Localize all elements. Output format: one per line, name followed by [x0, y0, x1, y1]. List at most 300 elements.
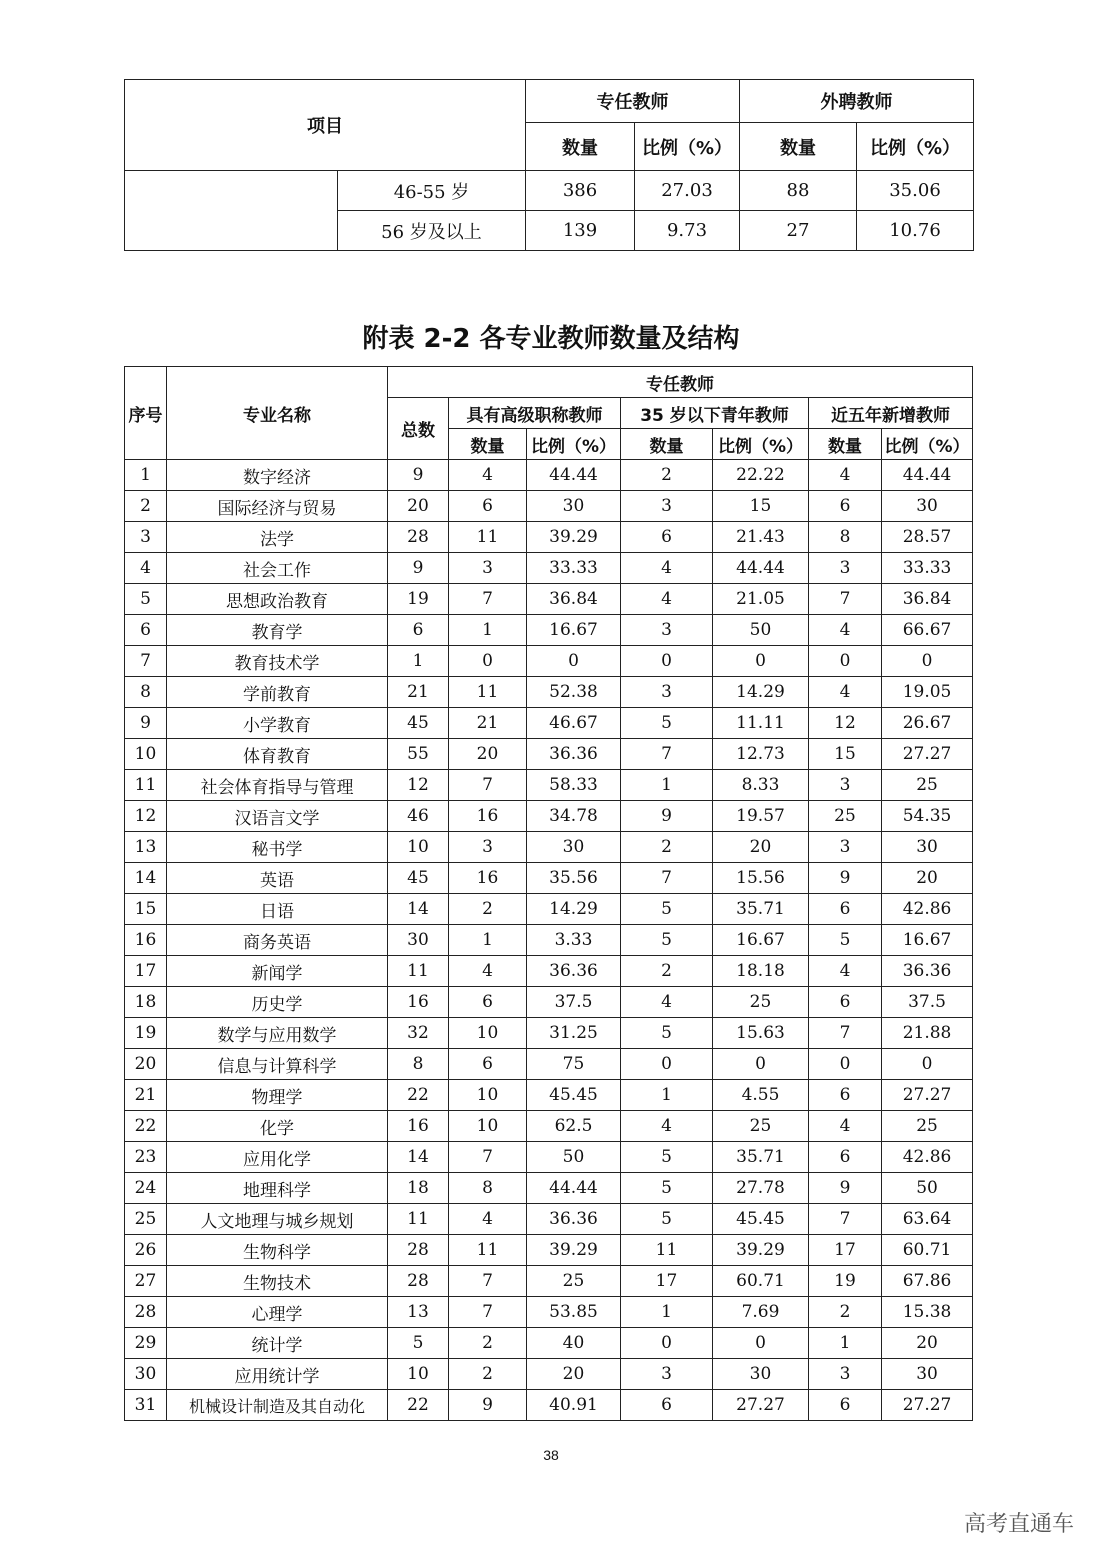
- seq-cell: 10: [125, 739, 167, 770]
- table-row: [125, 553, 973, 584]
- senior-count-cell: 4: [449, 1204, 527, 1235]
- senior-count-cell: 7: [449, 1297, 527, 1328]
- senior-ratio-cell: 30: [527, 832, 621, 863]
- total-cell: 6: [388, 615, 449, 646]
- young-ratio-cell: 60.71: [713, 1266, 809, 1297]
- header-count: 数量: [621, 429, 713, 460]
- new-ratio-cell: 19.05: [882, 677, 973, 708]
- senior-ratio-cell: 3.33: [527, 925, 621, 956]
- new-ratio-cell: 66.67: [882, 615, 973, 646]
- new-count-cell: 6: [809, 491, 882, 522]
- major-cell: 应用化学: [167, 1142, 388, 1173]
- table-row: [125, 1390, 973, 1421]
- total-cell: 28: [388, 1235, 449, 1266]
- young-ratio-cell: 12.73: [713, 739, 809, 770]
- header-fulltime: 专任教师: [388, 367, 973, 398]
- total-cell: 19: [388, 584, 449, 615]
- senior-ratio-cell: 35.56: [527, 863, 621, 894]
- new-count-cell: 7: [809, 584, 882, 615]
- new-ratio-cell: 28.57: [882, 522, 973, 553]
- senior-ratio-cell: 75: [527, 1049, 621, 1080]
- new-count-cell: 4: [809, 1111, 882, 1142]
- major-cell: 心理学: [167, 1297, 388, 1328]
- senior-count-cell: 2: [449, 1328, 527, 1359]
- page-number: 38: [543, 1447, 559, 1463]
- young-count-cell: 2: [621, 460, 713, 491]
- major-cell: 物理学: [167, 1080, 388, 1111]
- seq-cell: 12: [125, 801, 167, 832]
- seq-cell: 14: [125, 863, 167, 894]
- senior-count-cell: 4: [449, 956, 527, 987]
- seq-cell: 9: [125, 708, 167, 739]
- young-ratio-cell: 0: [713, 1328, 809, 1359]
- young-count-cell: 4: [621, 1111, 713, 1142]
- new-count-cell: 1: [809, 1328, 882, 1359]
- young-count-cell: 9: [621, 801, 713, 832]
- total-cell: 16: [388, 987, 449, 1018]
- senior-ratio-cell: 20: [527, 1359, 621, 1390]
- senior-ratio-cell: 0: [527, 646, 621, 677]
- new-ratio-cell: 36.36: [882, 956, 973, 987]
- table-row: [125, 1173, 973, 1204]
- senior-count-cell: 16: [449, 801, 527, 832]
- new-count-cell: 0: [809, 646, 882, 677]
- total-cell: 11: [388, 956, 449, 987]
- table-row: [125, 1080, 973, 1111]
- young-ratio-cell: 50: [713, 615, 809, 646]
- total-cell: 45: [388, 863, 449, 894]
- senior-count-cell: 3: [449, 832, 527, 863]
- seq-cell: 6: [125, 615, 167, 646]
- new-ratio-cell: 25: [882, 770, 973, 801]
- new-ratio-cell: 44.44: [882, 460, 973, 491]
- new-ratio-cell: 67.86: [882, 1266, 973, 1297]
- table-row: [125, 1266, 973, 1297]
- table-row: [125, 708, 973, 739]
- senior-count-cell: 6: [449, 491, 527, 522]
- senior-count-cell: 7: [449, 1142, 527, 1173]
- table-row: [125, 863, 973, 894]
- young-count-cell: 1: [621, 770, 713, 801]
- young-ratio-cell: 27.78: [713, 1173, 809, 1204]
- new-ratio-cell: 20: [882, 863, 973, 894]
- senior-count-cell: 6: [449, 1049, 527, 1080]
- cell: 35.06: [857, 171, 974, 211]
- table-row: [125, 677, 973, 708]
- young-ratio-cell: 35.71: [713, 1142, 809, 1173]
- table-row: [125, 460, 973, 491]
- new-count-cell: 7: [809, 1204, 882, 1235]
- major-teacher-table: [124, 366, 973, 1421]
- header-ex-ratio: 比例（%）: [857, 123, 974, 171]
- table-row: [125, 491, 973, 522]
- major-cell: 国际经济与贸易: [167, 491, 388, 522]
- major-cell: 统计学: [167, 1328, 388, 1359]
- new-ratio-cell: 60.71: [882, 1235, 973, 1266]
- major-cell: 生物技术: [167, 1266, 388, 1297]
- new-ratio-cell: 0: [882, 1049, 973, 1080]
- young-count-cell: 0: [621, 646, 713, 677]
- seq-cell: 1: [125, 460, 167, 491]
- header-major: 专业名称: [167, 367, 388, 460]
- table-row: [125, 584, 973, 615]
- total-cell: 14: [388, 894, 449, 925]
- new-ratio-cell: 27.27: [882, 739, 973, 770]
- young-count-cell: 3: [621, 677, 713, 708]
- new-count-cell: 6: [809, 1080, 882, 1111]
- senior-ratio-cell: 36.36: [527, 739, 621, 770]
- senior-count-cell: 4: [449, 460, 527, 491]
- young-count-cell: 1: [621, 1297, 713, 1328]
- new-count-cell: 8: [809, 522, 882, 553]
- total-cell: 22: [388, 1390, 449, 1421]
- senior-count-cell: 10: [449, 1111, 527, 1142]
- young-ratio-cell: 15.63: [713, 1018, 809, 1049]
- header-ft-ratio: 比例（%）: [635, 123, 740, 171]
- senior-ratio-cell: 53.85: [527, 1297, 621, 1328]
- major-cell: 法学: [167, 522, 388, 553]
- seq-cell: 29: [125, 1328, 167, 1359]
- seq-cell: 24: [125, 1173, 167, 1204]
- new-ratio-cell: 50: [882, 1173, 973, 1204]
- table-row: [125, 1049, 973, 1080]
- major-cell: 化学: [167, 1111, 388, 1142]
- senior-count-cell: 16: [449, 863, 527, 894]
- new-ratio-cell: 15.38: [882, 1297, 973, 1328]
- young-ratio-cell: 39.29: [713, 1235, 809, 1266]
- senior-ratio-cell: 30: [527, 491, 621, 522]
- new-ratio-cell: 42.86: [882, 1142, 973, 1173]
- young-ratio-cell: 15: [713, 491, 809, 522]
- young-ratio-cell: 7.69: [713, 1297, 809, 1328]
- new-count-cell: 6: [809, 1142, 882, 1173]
- senior-ratio-cell: 44.44: [527, 1173, 621, 1204]
- senior-count-cell: 7: [449, 770, 527, 801]
- young-ratio-cell: 11.11: [713, 708, 809, 739]
- seq-cell: 25: [125, 1204, 167, 1235]
- total-cell: 11: [388, 1204, 449, 1235]
- total-cell: 9: [388, 553, 449, 584]
- major-cell: 秘书学: [167, 832, 388, 863]
- new-count-cell: 4: [809, 615, 882, 646]
- total-cell: 18: [388, 1173, 449, 1204]
- total-cell: 12: [388, 770, 449, 801]
- header-external: 外聘教师: [740, 80, 974, 123]
- major-cell: 新闻学: [167, 956, 388, 987]
- seq-cell: 17: [125, 956, 167, 987]
- table-row: [125, 1328, 973, 1359]
- total-cell: 5: [388, 1328, 449, 1359]
- senior-ratio-cell: 46.67: [527, 708, 621, 739]
- header-ratio: 比例（%）: [527, 429, 621, 460]
- header-total: 总数: [388, 398, 449, 460]
- header-ratio: 比例（%）: [882, 429, 973, 460]
- seq-cell: 26: [125, 1235, 167, 1266]
- new-count-cell: 17: [809, 1235, 882, 1266]
- new-ratio-cell: 25: [882, 1111, 973, 1142]
- table-row: [125, 739, 973, 770]
- table-row: [125, 1204, 973, 1235]
- young-count-cell: 7: [621, 739, 713, 770]
- total-cell: 32: [388, 1018, 449, 1049]
- header-ex-count: 数量: [740, 123, 857, 171]
- young-ratio-cell: 25: [713, 987, 809, 1018]
- total-cell: 22: [388, 1080, 449, 1111]
- major-cell: 信息与计算科学: [167, 1049, 388, 1080]
- young-count-cell: 5: [621, 1204, 713, 1235]
- young-count-cell: 5: [621, 708, 713, 739]
- table-row: [125, 894, 973, 925]
- seq-cell: 5: [125, 584, 167, 615]
- new-count-cell: 3: [809, 832, 882, 863]
- new-count-cell: 7: [809, 1018, 882, 1049]
- header-new: 近五年新增教师: [809, 398, 973, 429]
- young-count-cell: 3: [621, 1359, 713, 1390]
- header-senior: 具有高级职称教师: [449, 398, 621, 429]
- senior-ratio-cell: 34.78: [527, 801, 621, 832]
- table-row: [125, 801, 973, 832]
- new-count-cell: 19: [809, 1266, 882, 1297]
- young-count-cell: 3: [621, 491, 713, 522]
- young-count-cell: 5: [621, 925, 713, 956]
- senior-count-cell: 21: [449, 708, 527, 739]
- new-ratio-cell: 30: [882, 832, 973, 863]
- major-cell: 历史学: [167, 987, 388, 1018]
- major-cell: 社会工作: [167, 553, 388, 584]
- new-ratio-cell: 54.35: [882, 801, 973, 832]
- senior-ratio-cell: 40.91: [527, 1390, 621, 1421]
- senior-count-cell: 2: [449, 1359, 527, 1390]
- major-cell: 思想政治教育: [167, 584, 388, 615]
- major-cell: 数字经济: [167, 460, 388, 491]
- new-count-cell: 25: [809, 801, 882, 832]
- seq-cell: 22: [125, 1111, 167, 1142]
- young-ratio-cell: 21.43: [713, 522, 809, 553]
- new-count-cell: 3: [809, 1359, 882, 1390]
- senior-count-cell: 2: [449, 894, 527, 925]
- senior-ratio-cell: 33.33: [527, 553, 621, 584]
- table-row: [125, 1359, 973, 1390]
- senior-ratio-cell: 37.5: [527, 987, 621, 1018]
- table-row: [125, 925, 973, 956]
- seq-cell: 7: [125, 646, 167, 677]
- seq-cell: 2: [125, 491, 167, 522]
- new-ratio-cell: 21.88: [882, 1018, 973, 1049]
- senior-ratio-cell: 50: [527, 1142, 621, 1173]
- table-row: [125, 1297, 973, 1328]
- new-count-cell: 4: [809, 956, 882, 987]
- cell: 10.76: [857, 211, 974, 251]
- cell: 139: [526, 211, 635, 251]
- row-label: 46-55 岁: [338, 171, 526, 211]
- new-ratio-cell: 26.67: [882, 708, 973, 739]
- senior-ratio-cell: 36.36: [527, 1204, 621, 1235]
- young-ratio-cell: 45.45: [713, 1204, 809, 1235]
- major-cell: 机械设计制造及其自动化: [167, 1390, 388, 1421]
- table-row: [125, 956, 973, 987]
- total-cell: 9: [388, 460, 449, 491]
- total-cell: 16: [388, 1111, 449, 1142]
- young-ratio-cell: 21.05: [713, 584, 809, 615]
- watermark: 高考直通车: [963, 1512, 1074, 1537]
- senior-count-cell: 3: [449, 553, 527, 584]
- new-ratio-cell: 33.33: [882, 553, 973, 584]
- senior-count-cell: 6: [449, 987, 527, 1018]
- senior-ratio-cell: 39.29: [527, 522, 621, 553]
- header-ft-count: 数量: [526, 123, 635, 171]
- young-ratio-cell: 0: [713, 646, 809, 677]
- senior-count-cell: 0: [449, 646, 527, 677]
- new-count-cell: 9: [809, 1173, 882, 1204]
- senior-count-cell: 11: [449, 677, 527, 708]
- senior-ratio-cell: 45.45: [527, 1080, 621, 1111]
- seq-cell: 8: [125, 677, 167, 708]
- young-count-cell: 4: [621, 987, 713, 1018]
- young-ratio-cell: 27.27: [713, 1390, 809, 1421]
- table-row: [125, 832, 973, 863]
- young-ratio-cell: 20: [713, 832, 809, 863]
- seq-cell: 16: [125, 925, 167, 956]
- seq-cell: 19: [125, 1018, 167, 1049]
- new-ratio-cell: 27.27: [882, 1080, 973, 1111]
- major-cell: 生物科学: [167, 1235, 388, 1266]
- table-row: [125, 646, 973, 677]
- young-ratio-cell: 0: [713, 1049, 809, 1080]
- senior-ratio-cell: 58.33: [527, 770, 621, 801]
- new-count-cell: 12: [809, 708, 882, 739]
- senior-count-cell: 8: [449, 1173, 527, 1204]
- cell: 27: [740, 211, 857, 251]
- senior-count-cell: 11: [449, 1235, 527, 1266]
- senior-ratio-cell: 52.38: [527, 677, 621, 708]
- seq-cell: 31: [125, 1390, 167, 1421]
- new-ratio-cell: 27.27: [882, 1390, 973, 1421]
- new-count-cell: 0: [809, 1049, 882, 1080]
- total-cell: 21: [388, 677, 449, 708]
- senior-ratio-cell: 31.25: [527, 1018, 621, 1049]
- senior-ratio-cell: 40: [527, 1328, 621, 1359]
- new-count-cell: 6: [809, 987, 882, 1018]
- senior-count-cell: 9: [449, 1390, 527, 1421]
- major-cell: 体育教育: [167, 739, 388, 770]
- young-ratio-cell: 15.56: [713, 863, 809, 894]
- young-count-cell: 5: [621, 894, 713, 925]
- header-item: 项目: [125, 80, 526, 171]
- young-ratio-cell: 8.33: [713, 770, 809, 801]
- table-row: [125, 1142, 973, 1173]
- major-cell: 应用统计学: [167, 1359, 388, 1390]
- seq-cell: 21: [125, 1080, 167, 1111]
- table-row: [125, 987, 973, 1018]
- new-count-cell: 5: [809, 925, 882, 956]
- new-ratio-cell: 20: [882, 1328, 973, 1359]
- new-ratio-cell: 30: [882, 491, 973, 522]
- young-count-cell: 17: [621, 1266, 713, 1297]
- young-count-cell: 5: [621, 1142, 713, 1173]
- young-ratio-cell: 35.71: [713, 894, 809, 925]
- major-cell: 学前教育: [167, 677, 388, 708]
- major-cell: 数学与应用数学: [167, 1018, 388, 1049]
- new-count-cell: 4: [809, 460, 882, 491]
- young-ratio-cell: 4.55: [713, 1080, 809, 1111]
- total-cell: 46: [388, 801, 449, 832]
- total-cell: 28: [388, 522, 449, 553]
- table-row: [125, 1235, 973, 1266]
- table-title: 附表 2-2 各专业教师数量及结构: [362, 324, 740, 354]
- young-ratio-cell: 25: [713, 1111, 809, 1142]
- young-ratio-cell: 30: [713, 1359, 809, 1390]
- major-cell: 教育学: [167, 615, 388, 646]
- total-cell: 14: [388, 1142, 449, 1173]
- young-count-cell: 0: [621, 1328, 713, 1359]
- young-ratio-cell: 19.57: [713, 801, 809, 832]
- cell: 9.73: [635, 211, 740, 251]
- major-cell: 汉语言文学: [167, 801, 388, 832]
- young-count-cell: 7: [621, 863, 713, 894]
- total-cell: 1: [388, 646, 449, 677]
- total-cell: 10: [388, 832, 449, 863]
- header-ratio: 比例（%）: [713, 429, 809, 460]
- new-count-cell: 6: [809, 894, 882, 925]
- senior-ratio-cell: 14.29: [527, 894, 621, 925]
- total-cell: 20: [388, 491, 449, 522]
- young-count-cell: 1: [621, 1080, 713, 1111]
- header-fulltime: 专任教师: [526, 80, 740, 123]
- group-cell: [125, 171, 338, 251]
- age-table: [124, 79, 974, 251]
- table-row: [125, 522, 973, 553]
- major-cell: 英语: [167, 863, 388, 894]
- senior-count-cell: 11: [449, 522, 527, 553]
- senior-ratio-cell: 36.36: [527, 956, 621, 987]
- senior-count-cell: 10: [449, 1018, 527, 1049]
- young-count-cell: 4: [621, 553, 713, 584]
- major-cell: 地理科学: [167, 1173, 388, 1204]
- seq-cell: 18: [125, 987, 167, 1018]
- senior-count-cell: 7: [449, 584, 527, 615]
- total-cell: 8: [388, 1049, 449, 1080]
- seq-cell: 3: [125, 522, 167, 553]
- major-cell: 教育技术学: [167, 646, 388, 677]
- new-ratio-cell: 37.5: [882, 987, 973, 1018]
- seq-cell: 20: [125, 1049, 167, 1080]
- row-label: 56 岁及以上: [338, 211, 526, 251]
- seq-cell: 28: [125, 1297, 167, 1328]
- seq-cell: 4: [125, 553, 167, 584]
- young-ratio-cell: 16.67: [713, 925, 809, 956]
- total-cell: 30: [388, 925, 449, 956]
- young-ratio-cell: 44.44: [713, 553, 809, 584]
- new-count-cell: 15: [809, 739, 882, 770]
- cell: 386: [526, 171, 635, 211]
- young-count-cell: 11: [621, 1235, 713, 1266]
- senior-ratio-cell: 16.67: [527, 615, 621, 646]
- new-count-cell: 9: [809, 863, 882, 894]
- seq-cell: 15: [125, 894, 167, 925]
- new-count-cell: 3: [809, 553, 882, 584]
- young-count-cell: 6: [621, 1390, 713, 1421]
- young-count-cell: 5: [621, 1173, 713, 1204]
- total-cell: 45: [388, 708, 449, 739]
- young-count-cell: 6: [621, 522, 713, 553]
- young-count-cell: 2: [621, 956, 713, 987]
- young-count-cell: 4: [621, 584, 713, 615]
- new-count-cell: 3: [809, 770, 882, 801]
- senior-count-cell: 1: [449, 615, 527, 646]
- senior-ratio-cell: 39.29: [527, 1235, 621, 1266]
- senior-ratio-cell: 44.44: [527, 460, 621, 491]
- senior-count-cell: 1: [449, 925, 527, 956]
